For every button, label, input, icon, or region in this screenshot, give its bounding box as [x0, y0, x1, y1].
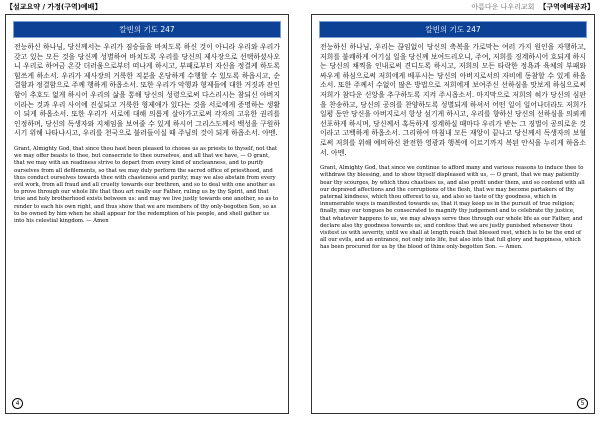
- right-korean-prayer: 전능하신 하나님, 우리는 끊임없이 당신의 축복을 가로막는 여러 가지 원인을 자행하고, 저희를 불쾌하게 여기실 일을 당신께 보여드리오니, 주여, 저희를 징계하시어 호되게 하시는 당신의 채찍을 인내로써 견디도록 하시고, 저희의 모든 타락한 정욕과 육체의 부패와 싸우게 하심으로써 저희에게 베푸시는 당신의 아버지로서의 자비에 동참할 수 있게 하옵소서. 또한 주께서 수없이 많은 방법으로 저희에게 보여주신 선하심을 맛보게 하심으로써 저희가 참다운 신앙을 추구하도록 지켜 주시옵소서. 마지막으로 저희의 혀가 당신의 심판을 찬송하고, 당신의 공의를 찬양하도록 성별되게 하셔서 어떤 일이 일어나더라도 저희가 일평 동안 당신을 아버지로서 항상 섬기게 하시고, 우리를 향하신 당신의 선하심을 의뢰케 선포하게 하시며, 당신께서 혹독하게 징계하실 때마다 우리가 받는 그 징벌이 공의로운 것이라고 고백하게 하옵소서. 그리하여 마침내 모든 재앙이 끝나고 당신께서 독생자의 보혈로써 저희를 위해 예비하신 완전한 영광과 행복에 이르기까지 복된 안식을 누리게 하옵소서. 아멘.: [320, 43, 586, 157]
- left-page-title: 칼빈의 기도 247: [119, 25, 175, 34]
- page-number-circle: 5: [577, 398, 588, 409]
- left-page-number: [12, 398, 23, 409]
- right-page-number: [577, 398, 588, 409]
- right-page: [311, 14, 595, 414]
- right-english-prayer: Grant, Almighty God, that since we continue to afford many and various reasons to induce thee to withdraw thy blessing, and to show thyself displeased with us, — O grant, that we may patiently bear thy scourges, by which thou chastises us, and also profit under them, and so contend with all our depraved affections and the corruptions of the flesh, that we may become partakers of thy paternal kindness, which thou offerest to us, and also so taste of thy goodness, which in innumerable ways is manifested towards us, that it may keep us in the pursuit of true religion; finally, may our tongues be consecrated to magnify thy judgement and to celebrate thy justice, that whatever happens to us, we may always serve thee through our whole life as our Father, and declare also thy goodness towards us, and confess that we are justly punished whenever thou visitest us with severity, until we shall at length reach that blessed rest, which is to be the end of all our evils, and an entrance, not only into life, but also into that full glory and happiness, which has been procured for us by the blood of thine only-begotten Son. — Amen.: [320, 165, 585, 251]
- left-page-title-bar: [13, 21, 281, 38]
- page-number-circle: 4: [12, 398, 23, 409]
- header-site-name: 아름다운 나우리교회: [471, 3, 535, 11]
- right-page-body: [320, 43, 586, 252]
- left-page-body: [14, 43, 280, 225]
- left-page: [5, 14, 289, 414]
- left-english-prayer: Grant, Almighty God, that since thou hast been pleased to choose us as priests to thyself, not that we may offer beasts to thee, but consecrate to thee ourselves, and all that we have, — O grant, that we may with an readiness strive to depart from every kind of uncleanness, and to purify ourselves from all defilements, so that we may duly perform the sacred office of priesthood, and thus conduct ourselves towards thee with chasteness and purity; may we also abstain from every evil work, from all fraud and all cruelty towards our brethren, and so to deal with one another as to prove through our whole life that thou art really our Father, ruling us by thy Spirit, and that true and holy brotherhood exists between us: and may we live justly towards one another, so as to render to each his own right, and thus show that we are members of thy only-begotten Son, so as to be owned by him when he shall appear for the redemption of his people, and shell gather us into his celestial kingdom. — Amen: [14, 145, 279, 224]
- left-korean-prayer: 전능하신 하나님, 당신께서는 우리가 짐승들을 바치도록 하신 것이 아니라 우리와 우리가 갖고 있는 모든 것을 당신께 성별하여 바치도록 우리를 당신의 제사장으로 선택하셨사오니 우리로 하여금 온갖 더러움으로부터 떠나게 하시고, 부패로부터 자신을 정결케 하도록 힘쓰게 하소서. 우리가 제사장의 거룩한 직분을 온당하게 수행할 수 있도록 하옵시고, 순결함과 정결함으로 주께 행하게 하옵소서. 또한 우리가 악행과 형제들에 대한 거짓과 잔인함이 추호도 없게 하시어 우리의 삶을 통해 당신의 성령으로써 다스리시는 참되신 아버지이라는 것과 우리 사이에 진실되고 거룩한 형제애가 있다는 것을 서로에게 증명하는 생활이 되게 하옵소서. 또한 우리가 서로에 대해 의롭게 살아가고로써 각자의 고유한 권리를 인정하며, 당신의 독생자와 지체임을 보여줄 수 있게 하시어 그리스도께서 백성을 구원하시기 위해 나타나시고, 우리를 천국으로 불러들이실 때 주님의 것이 되게 하옵소서. 아멘.: [14, 43, 280, 138]
- header-right-title: 【구역예배공과】: [539, 3, 594, 11]
- right-page-title: 칼빈의 기도 247: [425, 25, 481, 34]
- header-right: [471, 2, 594, 12]
- header-left-title: 【설교요약 / 가정(구역)예배】: [6, 3, 102, 11]
- right-page-title-bar: [319, 21, 587, 38]
